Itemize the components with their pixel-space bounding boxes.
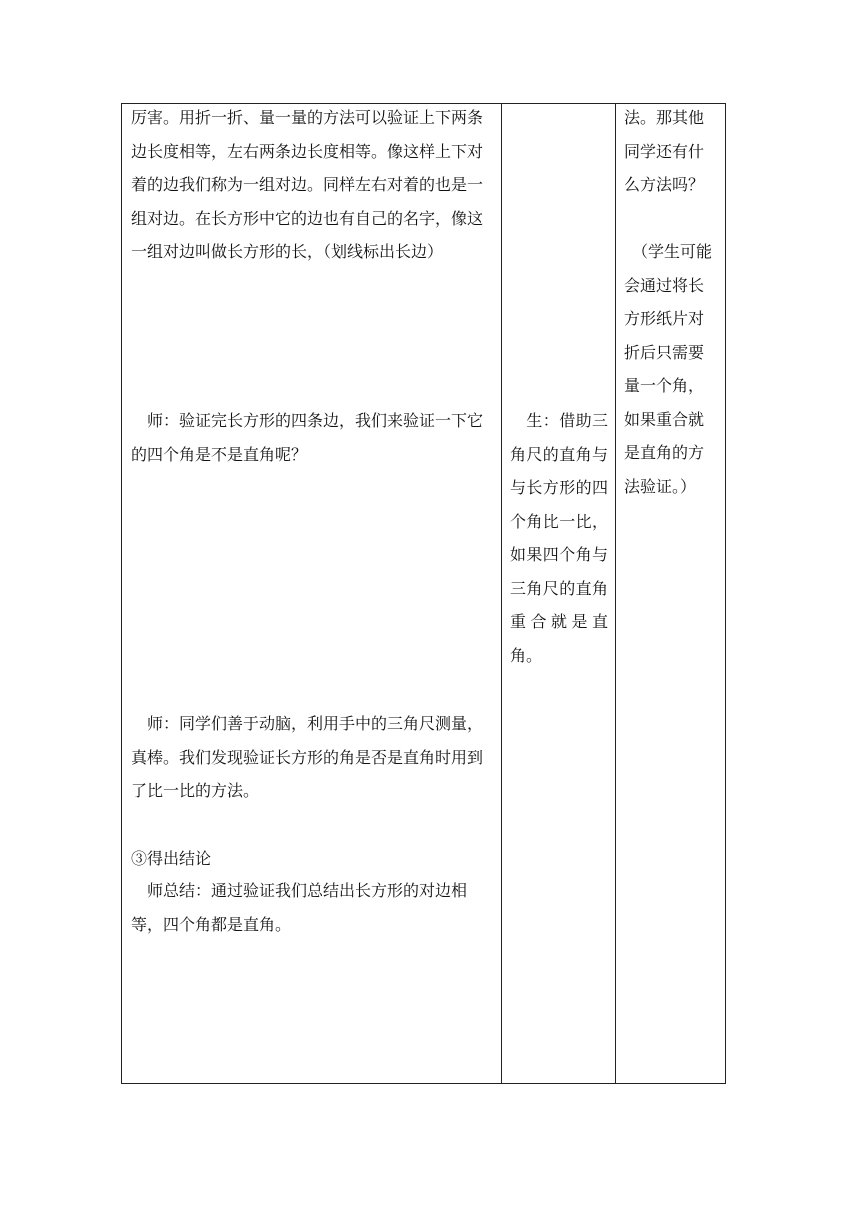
teacher-paragraph-4: 师总结：通过验证我们总结出长方形的对边相等，四个角都是直角。 [131,881,468,934]
notes-paragraph-1: 法。那其他同学还有什么方法吗？ [624,108,705,194]
teacher-paragraph-3: 师：同学们善于动脑，利用手中的三角尺测量，真棒。我们发现验证长方形的角是否是直角时用到了比一比的方法。 [131,714,484,800]
student-activity-cell [502,104,616,1084]
teacher-paragraph-2: 师：验证完长方形的四条边，我们来验证一下它的四个角是不是直角呢？ [131,411,484,464]
teacher-activity-cell [122,104,502,1084]
table-row [122,104,726,1084]
teacher-paragraph-1: 厉害。用折一折、量一量的方法可以验证上下两条边长度相等，左右两条边长度相等。像这样上下对着的边我们称为一组对边。同样左右对着的也是一组对边。在长方形中它的边也有自己的名字，像这一组对边叫做长方形的长，（划线标出长边） [131,108,484,261]
section-heading: ③得出结论 [131,849,212,868]
notes-paragraph-2: （学生可能会通过将长方形纸片对折后只需要量一个角，如果重合就是直角的方法验证。） [624,242,713,496]
design-notes-cell [616,104,726,1084]
student-paragraph: 生：借助三角尺的直角与与长方形的四个角比一比，如果四个角与三角尺的直角重合就是直角。 [510,411,608,665]
lesson-plan-table [121,103,726,1084]
